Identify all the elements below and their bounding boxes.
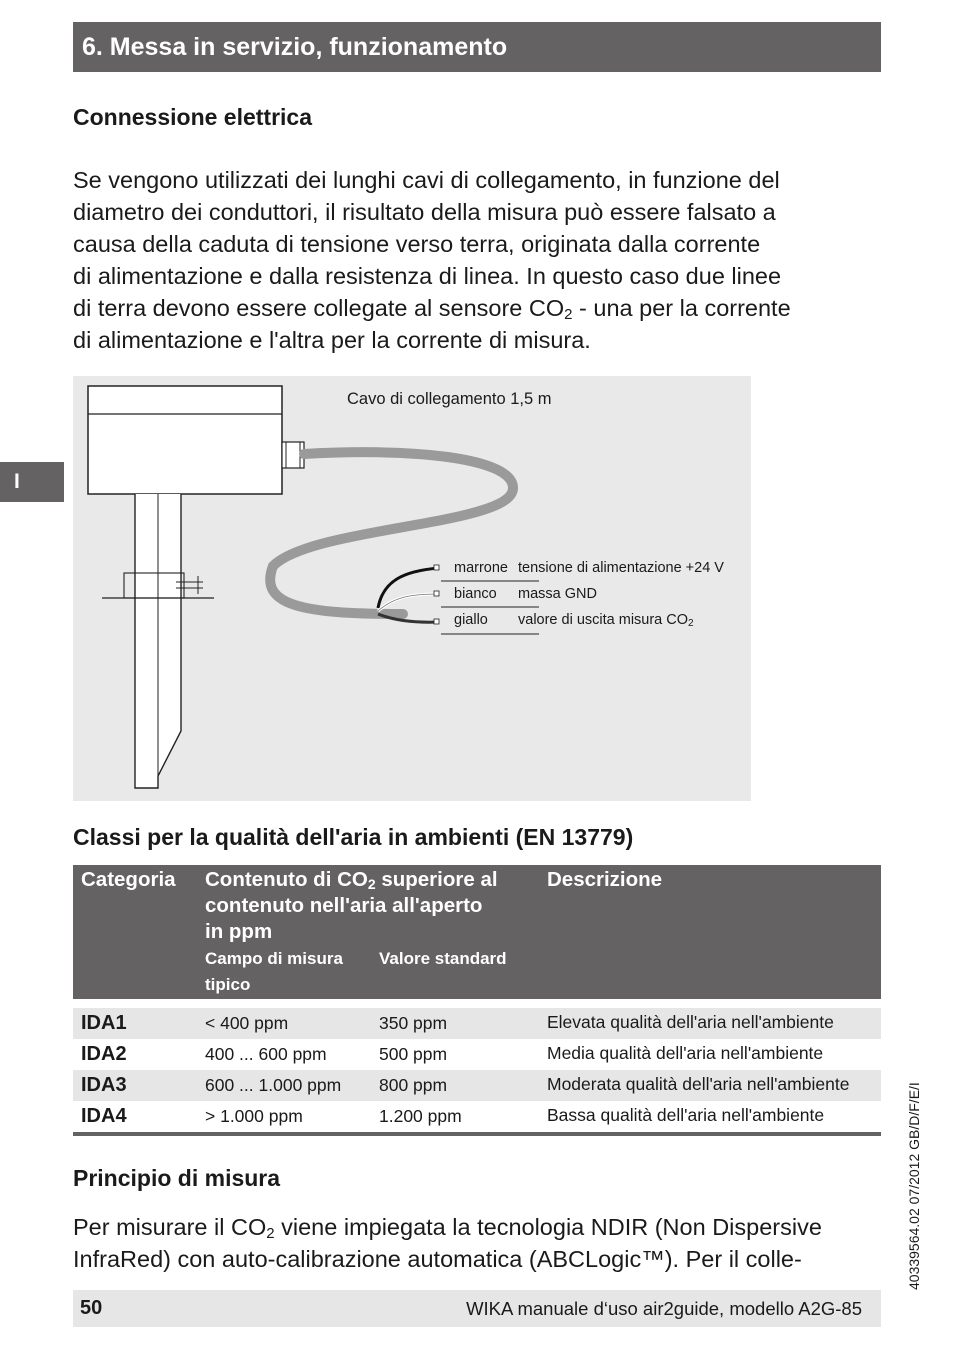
wire-desc-white: massa GND bbox=[518, 586, 597, 602]
subscript: 2 bbox=[266, 1225, 275, 1242]
wire-color-yellow: giallo bbox=[454, 612, 488, 628]
paragraph-line: InfraRed) con auto-calibrazione automatica (ABCLogic™). Per il colle- bbox=[73, 1246, 802, 1272]
cell-range: 400 ... 600 ppm bbox=[205, 1044, 327, 1064]
paragraph-line: di alimentazione e l'altra per la corrente di misura. bbox=[73, 327, 591, 353]
page-number: 50 bbox=[80, 1297, 103, 1319]
header-line bbox=[205, 867, 545, 893]
cell-standard: 500 ppm bbox=[379, 1044, 448, 1064]
header-category: Categoria bbox=[81, 868, 176, 891]
cable-length-label: Cavo di collegamento 1,5 m bbox=[347, 390, 552, 408]
paragraph-line: causa della caduta di tensione verso terra, originata dalla corrente bbox=[73, 231, 761, 257]
page-footer bbox=[73, 1290, 881, 1327]
table-row bbox=[73, 1101, 881, 1132]
wire-desc-yellow bbox=[518, 612, 694, 628]
section-title: 6. Messa in servizio, funzionamento bbox=[73, 22, 881, 72]
cell-category: IDA1 bbox=[81, 1012, 127, 1034]
paragraph-line bbox=[73, 292, 873, 324]
cell-standard: 800 ppm bbox=[379, 1075, 448, 1095]
footer-text: WIKA manuale d‘uso air2guide, modello A2G-85 bbox=[466, 1298, 862, 1319]
cell-description: Moderata qualità dell'aria nell'ambiente bbox=[547, 1074, 850, 1094]
language-tab: I bbox=[0, 462, 64, 502]
table-row bbox=[73, 1039, 881, 1070]
heading-air-quality-classes: Classi per la qualità dell'aria in ambienti (EN 13779) bbox=[73, 824, 634, 850]
paragraph-measuring-principle bbox=[73, 1211, 883, 1275]
subscript: 2 bbox=[564, 306, 573, 323]
cell-description: Bassa qualità dell'aria nell'ambiente bbox=[547, 1105, 825, 1125]
subheader-standard-value: Valore standard bbox=[379, 949, 507, 968]
cell-standard: 350 ppm bbox=[379, 1013, 448, 1033]
cell-description: Elevata qualità dell'aria nell'ambiente bbox=[547, 1012, 834, 1032]
sensor-housing bbox=[88, 386, 282, 494]
header-line: tipico bbox=[205, 975, 251, 994]
table-header bbox=[73, 865, 881, 999]
text-run: di terra devono essere collegate al sensore CO bbox=[73, 295, 565, 321]
sensor-drawing bbox=[73, 376, 751, 801]
table-bottom-rule bbox=[73, 1132, 881, 1136]
subscript: 2 bbox=[367, 876, 376, 892]
text-run: - una per la corrente bbox=[572, 295, 791, 321]
paragraph-line: Se vengono utilizzati dei lunghi cavi di collegamento, in funzione del bbox=[73, 167, 780, 193]
wire-desc-brown: tensione di alimentazione +24 V bbox=[518, 560, 724, 576]
brown-wire bbox=[378, 568, 439, 608]
header-line: Campo di misura bbox=[205, 949, 343, 968]
text-run: valore di uscita misura CO bbox=[518, 612, 689, 628]
wire-terminal bbox=[434, 565, 439, 570]
table-row bbox=[73, 1008, 881, 1039]
text-run: viene impiegata la tecnologia NDIR (Non Dispersive bbox=[274, 1214, 822, 1240]
wiring-figure bbox=[73, 376, 751, 801]
cell-category: IDA3 bbox=[81, 1074, 127, 1096]
cell-standard: 1.200 ppm bbox=[379, 1106, 462, 1126]
document-code: 40339564.02 07/2012 GB/D/F/E/I bbox=[906, 1082, 922, 1290]
header-co2-content bbox=[205, 867, 545, 945]
cell-range: > 1.000 ppm bbox=[205, 1106, 303, 1126]
subscript: 2 bbox=[688, 618, 694, 629]
heading-measuring-principle: Principio di misura bbox=[73, 1165, 281, 1191]
white-wire-edge bbox=[378, 594, 439, 611]
header-line: contenuto nell'aria all'aperto bbox=[205, 894, 483, 917]
wire-terminal bbox=[434, 591, 439, 596]
heading-electrical-connection: Connessione elettrica bbox=[73, 104, 313, 130]
header-description: Descrizione bbox=[547, 868, 663, 891]
cell-category: IDA4 bbox=[81, 1105, 127, 1127]
text-run: superiore al bbox=[375, 868, 498, 891]
cell-range: < 400 ppm bbox=[205, 1013, 289, 1033]
wire-color-brown: marrone bbox=[454, 560, 508, 576]
text-run: Per misurare il CO bbox=[73, 1214, 267, 1240]
paragraph-line bbox=[73, 1211, 883, 1243]
header-line: in ppm bbox=[205, 920, 273, 943]
paragraph-line: di alimentazione e dalla resistenza di linea. In questo caso due linee bbox=[73, 263, 782, 289]
subheader-measuring-range bbox=[205, 946, 343, 998]
cell-range: 600 ... 1.000 ppm bbox=[205, 1075, 342, 1095]
paragraph-electrical-connection bbox=[73, 164, 873, 356]
table-row bbox=[73, 1070, 881, 1101]
cell-description: Media qualità dell'aria nell'ambiente bbox=[547, 1043, 824, 1063]
table-gap bbox=[73, 999, 881, 1008]
text-run: Contenuto di CO bbox=[205, 868, 368, 891]
paragraph-line: diametro dei conduttori, il risultato della misura può essere falsato a bbox=[73, 199, 776, 225]
wire-terminal bbox=[434, 619, 439, 624]
air-quality-table bbox=[73, 865, 881, 1136]
wire-color-white: bianco bbox=[454, 586, 497, 602]
cell-category: IDA2 bbox=[81, 1043, 127, 1065]
